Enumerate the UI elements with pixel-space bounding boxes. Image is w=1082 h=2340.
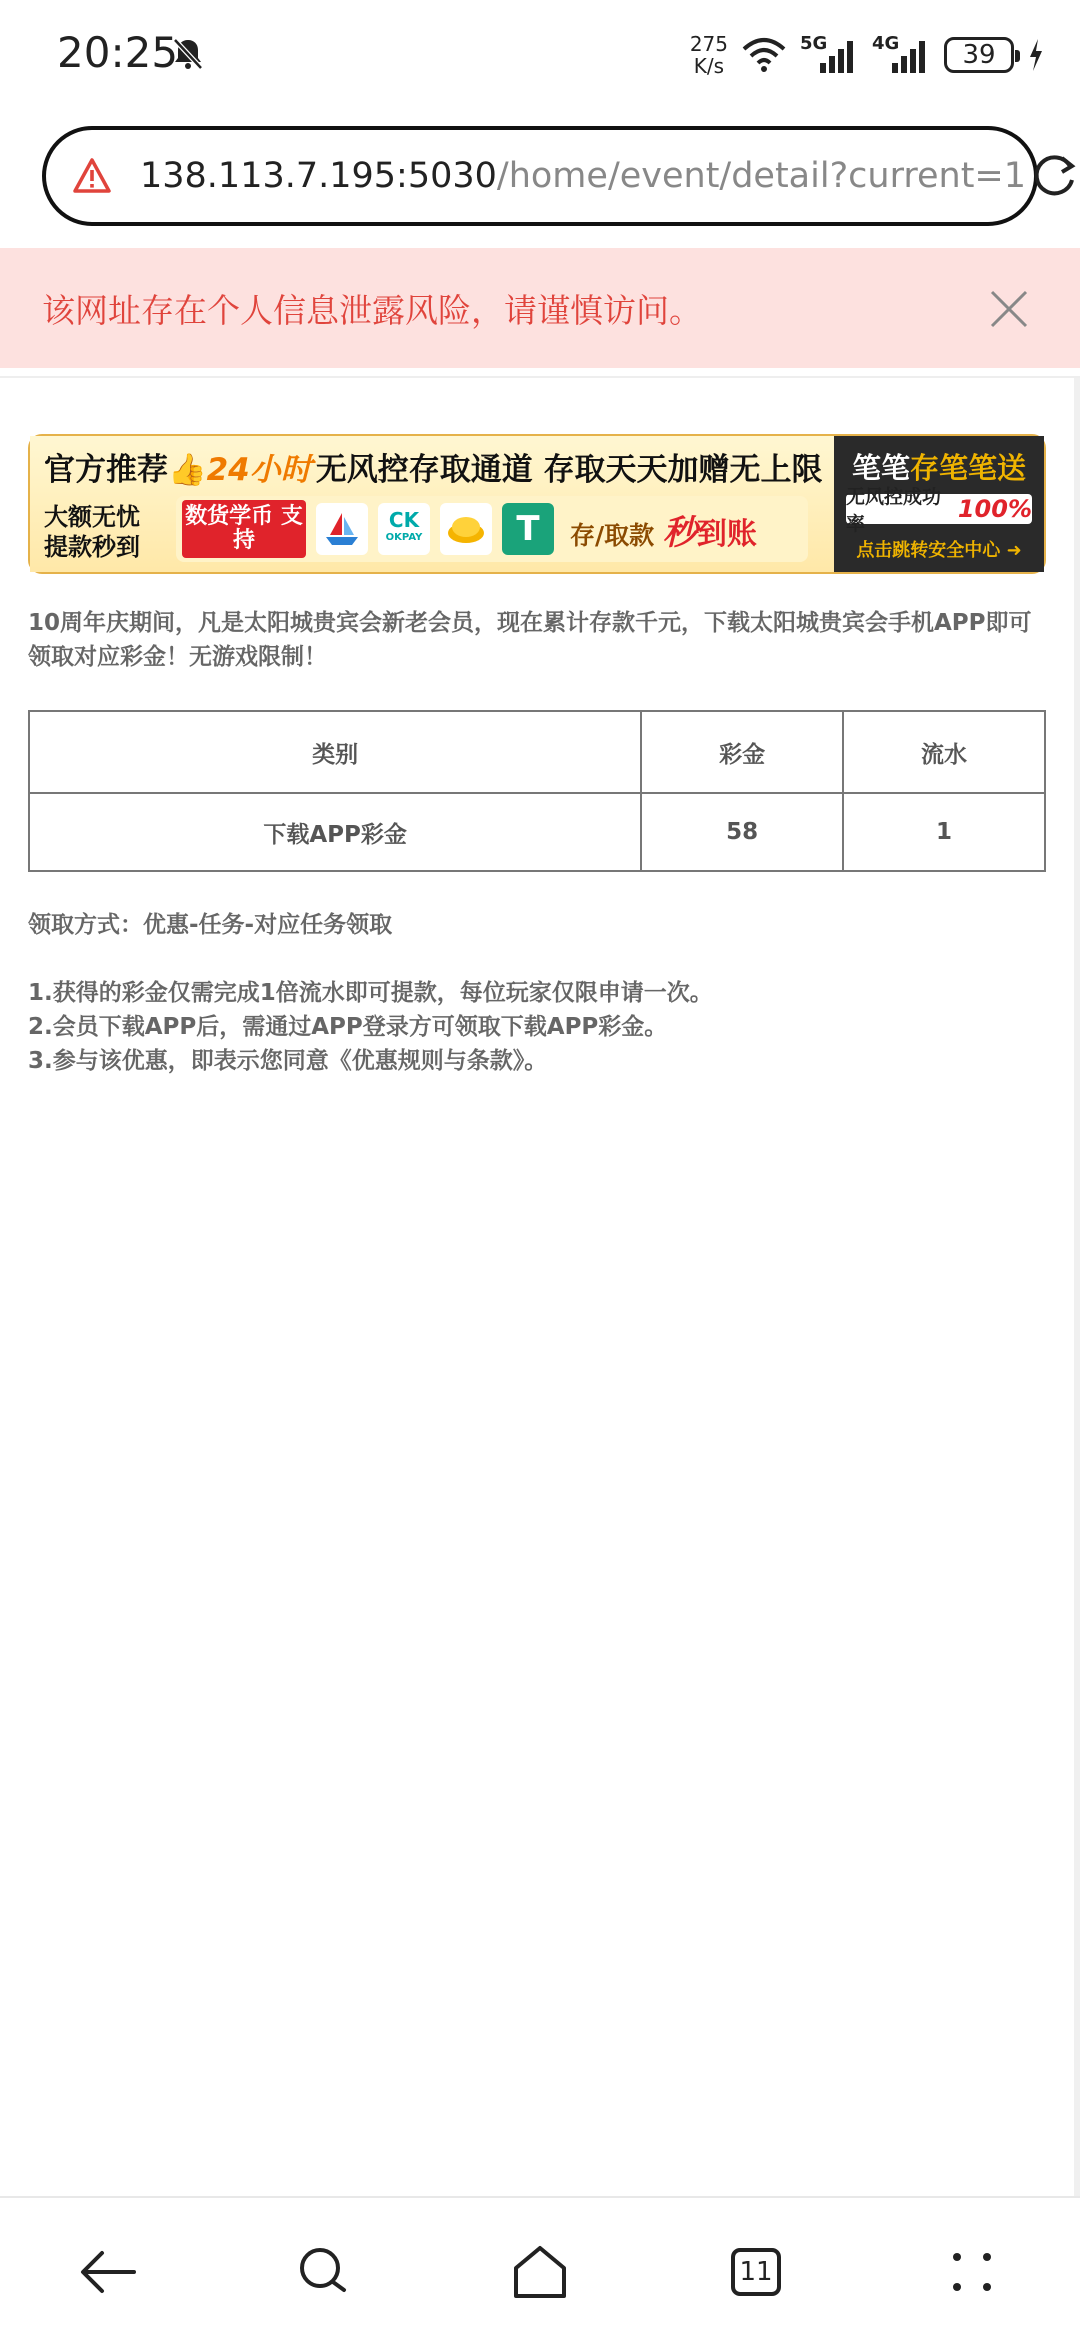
promo-right-title-b: 存笔笔	[909, 451, 997, 485]
wifi-icon	[742, 37, 786, 73]
signal-4g-label: 4G	[872, 33, 900, 54]
promo-headline	[44, 444, 823, 489]
table-row	[29, 793, 1045, 871]
promo-success-rate	[846, 486, 1032, 535]
security-center-link[interactable]: 点击跳转安全中心 ➜	[856, 540, 1022, 561]
table-header-category: 类别	[29, 711, 641, 793]
status-bar	[0, 0, 1080, 108]
table-header-row	[29, 711, 1045, 793]
url-text[interactable]	[140, 156, 1026, 196]
security-warning-banner	[0, 248, 1080, 368]
gold-coin-icon	[444, 507, 488, 551]
okpay-logo-sub: OKPAY	[385, 532, 423, 543]
bell-muted-icon	[170, 36, 206, 72]
signal-4g	[872, 35, 930, 75]
rule-item: 3.参与该优惠，即表示您同意《优惠规则与条款》。	[28, 1048, 548, 1074]
thumbs-up-icon: 👍	[168, 452, 207, 488]
browser-bottom-nav	[0, 2196, 1080, 2340]
success-rate-value: 100%	[957, 495, 1032, 523]
network-speed	[690, 33, 728, 77]
promo-banner[interactable]	[28, 434, 1046, 574]
table-header-turnover: 流水	[843, 711, 1045, 793]
back-arrow-icon	[78, 2247, 138, 2297]
url-host: 138.113.7.195:5030	[140, 156, 497, 196]
close-icon[interactable]	[988, 288, 1030, 330]
arrival-label: 到账	[696, 516, 757, 552]
warning-triangle-icon[interactable]	[72, 156, 112, 196]
okpay-logo	[378, 503, 430, 555]
promo-right	[834, 436, 1044, 572]
table-cell-bonus: 58	[641, 793, 843, 871]
promo-headline-a: 官方推荐	[44, 452, 168, 488]
charging-icon	[1028, 37, 1044, 73]
network-speed-value: 275	[689, 32, 728, 56]
search-button[interactable]	[292, 2240, 356, 2304]
instant-label: 秒	[662, 512, 697, 553]
tabs-button[interactable]	[724, 2240, 788, 2304]
status-indicators	[690, 30, 1044, 80]
promo-payment-strip	[176, 496, 808, 562]
deposit-withdraw-label: 存/取款	[570, 520, 655, 550]
address-bar[interactable]	[42, 126, 1038, 226]
reload-icon[interactable]	[1026, 148, 1082, 204]
promotion-intro: 10周年庆期间，凡是太阳城贵宾会新老会员，现在累计存款千元，下载太阳城贵宾会手机APP即可领取对应彩金！无游戏限制！	[28, 610, 1032, 670]
promo-headline-c: 无风控存取通道 存取天天加赠无上限	[315, 452, 823, 488]
success-rate-label: 无风控成功率	[846, 486, 942, 535]
tab-count: 11	[731, 2248, 781, 2296]
okpay-logo-mark: CK	[388, 508, 420, 532]
rule-item: 1.获得的彩金仅需完成1倍流水即可提款，每位玩家仅限申请一次。	[28, 980, 713, 1006]
back-button[interactable]	[76, 2240, 140, 2304]
digital-currency-badge: 数货学币 支持	[182, 500, 306, 558]
bonus-table	[28, 710, 1046, 872]
promo-headline-b: 24小时	[206, 452, 312, 488]
home-icon	[510, 2242, 570, 2302]
signal-5g-label: 5G	[800, 33, 828, 54]
rule-item: 2.会员下载APP后，需通过APP登录方可领取下载APP彩金。	[28, 1014, 668, 1040]
home-button[interactable]	[508, 2240, 572, 2304]
signal-bars-icon	[872, 35, 930, 75]
signal-5g	[800, 35, 858, 75]
url-path: /home/event/detail?current=1	[496, 156, 1027, 196]
promo-left	[30, 436, 834, 572]
promo-right-title-a: 笔笔	[851, 451, 910, 485]
tether-logo: T	[502, 503, 554, 555]
payment-logo-3	[440, 503, 492, 555]
deposit-withdraw-text	[570, 505, 757, 554]
rules-list	[28, 976, 713, 1078]
search-icon	[296, 2244, 352, 2300]
signal-bars-icon	[800, 35, 858, 75]
table-cell-category: 下载APP彩金	[29, 793, 641, 871]
battery-indicator: 39	[944, 37, 1014, 73]
divider	[0, 376, 1080, 378]
payment-logo-1	[316, 503, 368, 555]
promo-right-title-c: 送	[997, 451, 1027, 485]
more-dots-icon	[947, 2247, 997, 2297]
boat-icon	[320, 507, 364, 551]
table-cell-turnover: 1	[843, 793, 1045, 871]
network-speed-unit: K/s	[693, 54, 725, 78]
page-edge	[1074, 378, 1080, 2196]
promo-right-title	[834, 446, 1044, 487]
status-time: 20:25	[57, 28, 179, 77]
promo-left-small: 大额无忧提款秒到	[44, 503, 140, 561]
table-header-bonus: 彩金	[641, 711, 843, 793]
menu-button[interactable]	[940, 2240, 1004, 2304]
claim-method: 领取方式：优惠-任务-对应任务领取	[28, 912, 393, 938]
security-warning-text: 该网址存在个人信息泄露风险，请谨慎访问。	[42, 290, 702, 330]
